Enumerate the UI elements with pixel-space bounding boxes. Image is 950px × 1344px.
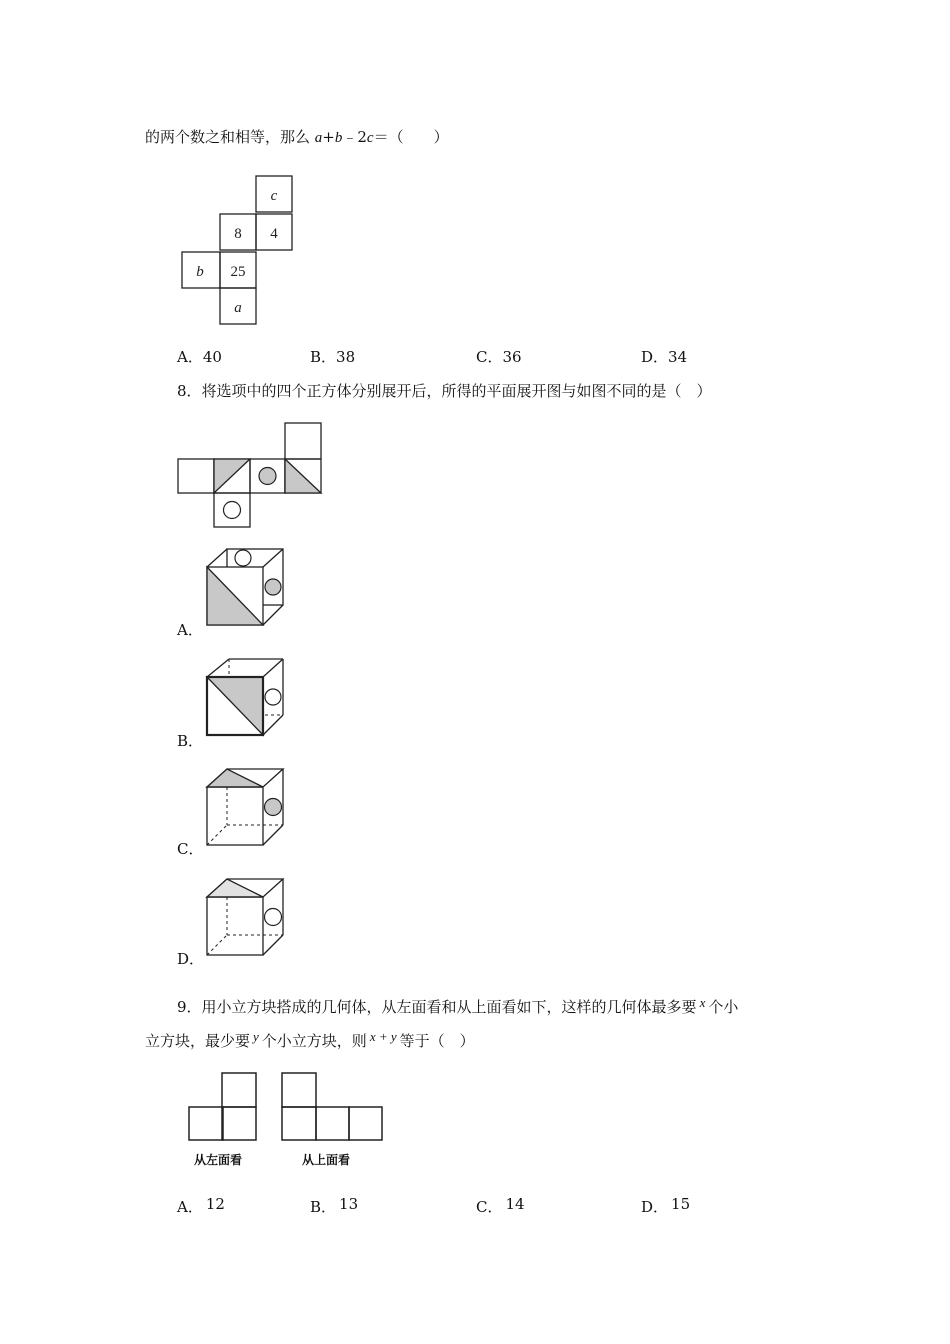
q7-prefix: 的两个数之和相等，那么 (145, 128, 315, 146)
left-view-square (189, 1107, 223, 1140)
open-circle-icon (224, 502, 241, 519)
q7-option-c (476, 347, 522, 367)
top-view-square (316, 1107, 349, 1140)
top-view-square (349, 1107, 382, 1140)
q9-option-d (641, 1197, 690, 1217)
q9-line1-text: 9．用小立方块搭成的几何体，从左面看和从上面看如下，这样的几何体最多要 (177, 998, 697, 1016)
shaded-circle-icon (265, 579, 281, 595)
q9-expr-x-plus-y: x + y (369, 1029, 397, 1044)
net-cell-25: 25 (230, 264, 246, 280)
q7-plus: + (322, 128, 335, 146)
q9-question-line1 (177, 993, 738, 1017)
q9-var-y: y (253, 1029, 259, 1044)
q8-unfolded-net-figure (176, 421, 326, 531)
q9-option-c (476, 1197, 525, 1217)
q7-var-a: a (314, 130, 323, 146)
open-circle-icon (265, 689, 281, 705)
net-cell-b: b (196, 264, 204, 280)
option-value: 12 (205, 1195, 225, 1213)
q9-var-x: x (699, 995, 706, 1010)
option-label: D． (641, 1198, 669, 1216)
q7-var-b: b (334, 130, 343, 146)
net-cell-a: a (234, 300, 242, 316)
q9-views-figure (186, 1068, 391, 1173)
q7-question-line (145, 127, 449, 148)
net-cell-c: c (270, 188, 278, 204)
q9-line2-a: 立方块，最少要 (145, 1032, 251, 1050)
option-label: A． (177, 1198, 203, 1216)
q8-option-a-cube (203, 545, 287, 629)
option-value: 15 (671, 1195, 691, 1213)
net-cell-4: 4 (270, 226, 278, 242)
q8-option-c-cube (203, 765, 289, 851)
option-label: A． (177, 348, 203, 366)
q8-option-d-cube (203, 875, 289, 961)
top-view-square (282, 1073, 316, 1107)
option-label: B． (310, 1198, 337, 1216)
option-label: C． (476, 348, 503, 366)
open-circle-icon (265, 909, 282, 926)
q7-var-c: c (366, 130, 374, 146)
q8-question-text: 8．将选项中的四个正方体分别展开后，所得的平面展开图与如图不同的是（ ） (177, 382, 712, 400)
caption-top-view: 从上面看 (302, 1153, 351, 1167)
option-value: 36 (502, 348, 522, 366)
q7-option-d (641, 347, 687, 367)
q8-option-a-label: A． (177, 621, 203, 639)
caption-left-view: 从左面看 (194, 1153, 243, 1167)
q7-tail: ＝（ ） (373, 128, 449, 146)
q8-option-b-label: B． (177, 732, 204, 750)
q7-option-a (177, 347, 222, 367)
net-cell-8: 8 (234, 226, 242, 242)
option-value: 34 (668, 348, 688, 366)
q9-question-line2 (145, 1027, 475, 1051)
q9-line1-tail: 个小 (708, 998, 739, 1016)
q9-option-b (310, 1197, 358, 1217)
option-label: B． (310, 348, 337, 366)
q9-line2-tail: 等于（ ） (399, 1032, 475, 1050)
q9-option-a (177, 1197, 225, 1217)
option-value: 40 (202, 348, 222, 366)
left-view-square (222, 1107, 256, 1140)
q7-option-b (310, 347, 355, 367)
option-value: 14 (505, 1195, 525, 1213)
option-label: D． (641, 348, 669, 366)
left-view-square (222, 1073, 256, 1107)
shaded-circle-icon (259, 468, 276, 485)
q7-minus-two: ﹣2 (342, 128, 367, 146)
shaded-circle-icon (265, 799, 282, 816)
option-value: 13 (339, 1195, 359, 1213)
q9-line2-b: 个小立方块，则 (261, 1032, 367, 1050)
option-label: C． (476, 1198, 503, 1216)
q8-option-b-cube (203, 655, 289, 741)
open-circle-icon (235, 550, 251, 566)
option-value: 38 (336, 348, 356, 366)
top-view-square (282, 1107, 316, 1140)
q8-option-d-label: D． (177, 950, 205, 968)
q7-cube-net-figure (178, 174, 298, 329)
q8-option-c-label: C． (177, 840, 204, 858)
